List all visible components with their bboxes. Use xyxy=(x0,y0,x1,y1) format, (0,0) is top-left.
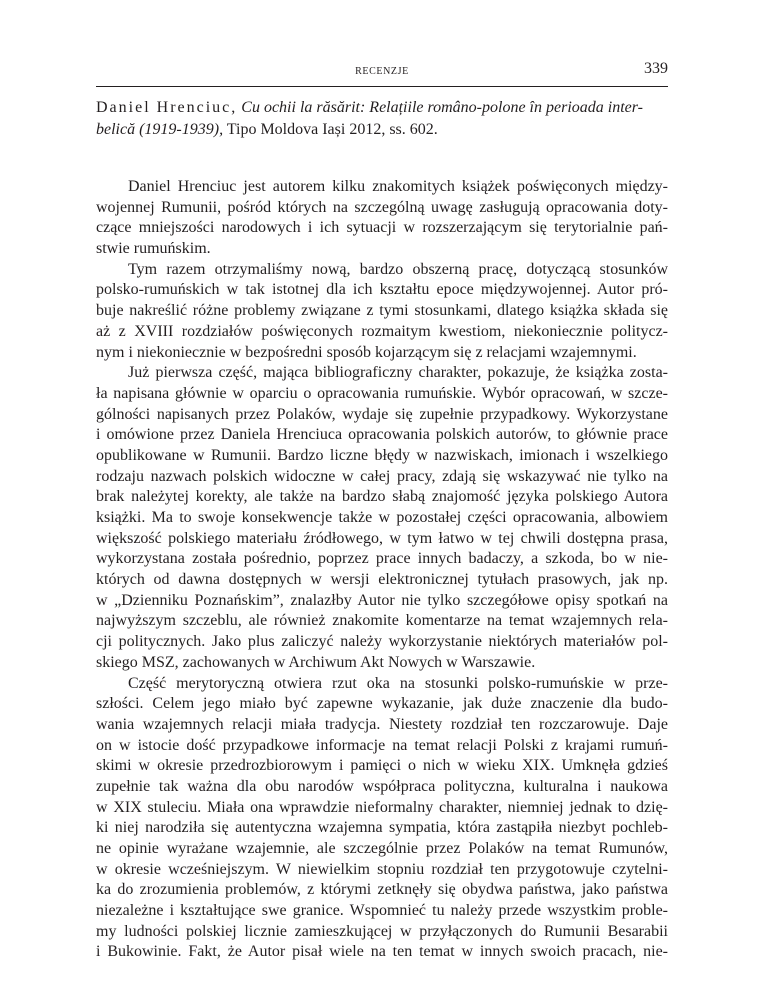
body-line: książki. Ma to swoje konsekwencje także w pozostałej części opracowania, albowiem xyxy=(96,509,668,526)
body-line: buje nakreślić różne problemy związane z tymi stosunkami, dlatego książka składa się xyxy=(96,302,668,320)
body-line: polsko-rumuńskich w tak istotnej dla ich kształtu epoce międzywojennej. Autor pró- xyxy=(96,281,668,299)
body-line: ne opinie wyrażane wzajemnie, ale szczególnie przez Polaków na temat Rumunów, xyxy=(96,840,668,857)
citation-author: Daniel Hrenciuc, xyxy=(96,99,238,116)
body-line: większość polskiego materiału źródłowego, w tym łatwo w tej chwili dostępna prasa, xyxy=(96,529,668,547)
body-line: on w istocie dość przypadkowe informacje na temat relacji Polski z krajami rumuń- xyxy=(96,736,668,754)
body-line: w okresie wcześniejszym. W niewielkim stopniu rozdział ten przygotowuje czytelni- xyxy=(96,860,668,878)
body-line: Tym razem otrzymaliśmy nową, bardzo obszerną pracę, dotyczącą stosunków xyxy=(128,260,668,278)
body-line: rodzaju nazwach polskich widoczne w całej pracy, zdają się wskazywać nie tylko na xyxy=(96,467,668,485)
body-line: wojennej Rumunii, pośród których na szczególną uwagę zasługują opracowania doty- xyxy=(96,198,668,216)
body-line: niezależne i kształtujące swe granice. Wspomnieć tu należy przede wszystkim proble- xyxy=(96,902,668,920)
body-line: i omówione przez Daniela Hrenciuca opracowania polskich autorów, to głównie prace xyxy=(96,426,668,444)
body-line: Daniel Hrenciuc jest autorem kilku znakomitych książek poświęconych między- xyxy=(128,178,668,195)
body-line: aż z XVIII rozdziałów poświęconych rozmaitym kwestiom, niekoniecznie politycz- xyxy=(96,322,668,340)
body-line: i Bukowinie. Fakt, że Autor pisał wiele na ten temat w innych swoich pracach, nie- xyxy=(96,943,668,961)
body-line: najwyższym szczeblu, ale również znakomite komentarze na temat wzajemnych rela- xyxy=(96,612,668,630)
body-line: których od dawna dostępnych w wersji elektronicznej tytułach prasowych, jak np. xyxy=(96,571,668,589)
body-line: my ludności polskiej licznie zamieszkującej w przyłączonych do Rumunii Besarabii xyxy=(96,922,668,940)
page-number: 339 xyxy=(644,60,668,77)
body-line: nym i niekoniecznie w bezpośredni sposób kojarzącym się z relacjami wzajemnymi. xyxy=(96,343,637,361)
body-line: brak należytej korekty, ale także na bardzo słabą znajomość języka polskiego Autora xyxy=(96,488,668,506)
body-line: Część merytoryczną otwiera rzut oka na stosunki polsko-rumuńskie w prze- xyxy=(128,674,668,692)
body-line: zupełnie tak ważna dla obu narodów współpraca polityczna, kulturalna i naukowa xyxy=(96,777,668,795)
body-line: szłości. Celem jego miało być zapewne wykazanie, jak duże znaczenie dla budo- xyxy=(96,695,668,713)
section-title: RECENZJE xyxy=(355,66,409,77)
citation-title-line-2: belică (1919-1939), xyxy=(96,121,224,138)
body-line: ka do zrozumienia problemów, z którymi zetknęły się obydwa państwa, jako państwa xyxy=(96,881,668,899)
running-header xyxy=(96,60,668,87)
body-line: wania wzajemnych relacji miała tradycja. Niestety rozdział ten rozczarowuje. Daje xyxy=(96,715,668,733)
citation-publisher: Tipo Moldova Iași 2012, ss. 602. xyxy=(223,121,438,138)
body-line: Już pierwsza część, mająca bibliograficzny charakter, pokazuje, że książka zosta- xyxy=(128,364,668,382)
body-line: ła napisana głównie w oparciu o opracowania rumuńskie. Wybór opracowań, w szcze- xyxy=(96,384,668,402)
body-line: stwie rumuńskim. xyxy=(96,240,211,258)
review-body xyxy=(96,177,668,963)
body-line: czące mniejszości narodowych i ich sytuacji w rozszerzającym się terytorialnie pań- xyxy=(96,219,668,237)
body-line: w XIX stuleciu. Miała ona wprawdzie nieformalny charakter, niemniej jednak to dzię- xyxy=(96,798,668,816)
body-line: ki niej narodziła się autentyczna wzajemna sympatia, która zastąpiła niezbyt pochleb- xyxy=(96,819,668,837)
body-line: w „Dzienniku Poznańskim”, znalazłby Autor nie tylko szczegółowe opisy spotkań na xyxy=(96,591,668,609)
body-line: skimi w okresie przedrozbiorowym i pamięci o nich w wieku XIX. Umknęła gdzieś xyxy=(96,757,668,775)
body-line: gólności napisanych przez Polaków, wydaje się zupełnie przypadkowy. Wykorzystane xyxy=(96,405,668,423)
body-line: cji politycznych. Jako plus zaliczyć należy wykorzystanie niektórych materiałów pol- xyxy=(96,633,668,651)
body-line: wykorzystana została pośrednio, poprzez prace innych badaczy, a szkoda, bo w nie- xyxy=(96,550,668,568)
body-line: opublikowane w Rumunii. Bardzo liczne błędy w nazwiskach, imionach i wszelkiego xyxy=(96,446,668,464)
citation-title-line-1: Cu ochii la răsărit: Relațiile româno-polone în perioada inter- xyxy=(241,99,643,116)
book-citation xyxy=(96,97,668,141)
body-line: skiego MSZ, zachowanych w Archiwum Akt Nowych w Warszawie. xyxy=(96,653,536,671)
